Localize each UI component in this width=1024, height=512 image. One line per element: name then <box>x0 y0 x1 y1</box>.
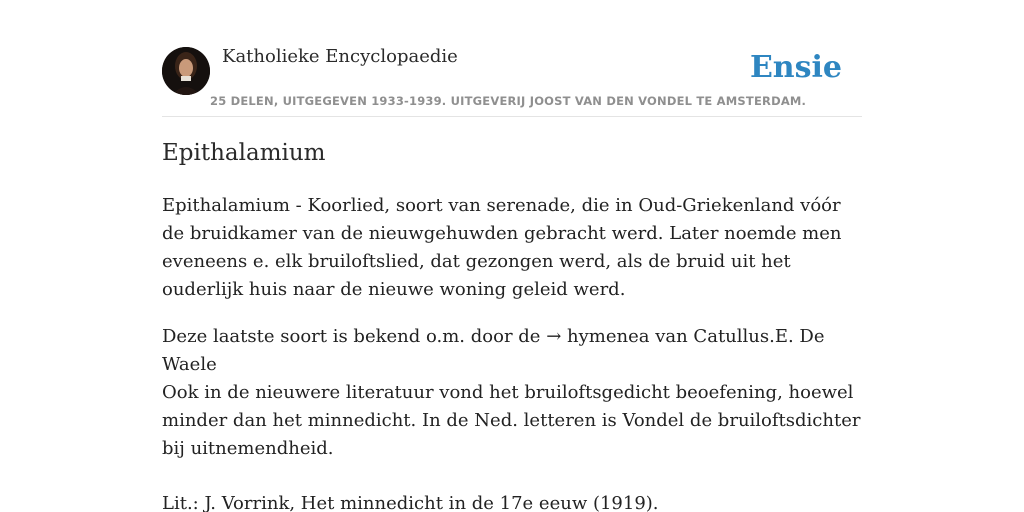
site-title[interactable]: Katholieke Encyclopaedie <box>222 46 458 67</box>
arrow-right-icon: → <box>546 326 562 347</box>
portrait-icon[interactable] <box>162 47 210 95</box>
paragraph-text: Deze laatste soort is bekend o.m. door de <box>162 326 541 347</box>
paragraph-text: van Catullus.E. De Waele <box>162 326 825 375</box>
article-literature: Lit.: J. Vorrink, Het minnedicht in de 17e eeuw (1919). <box>162 493 659 512</box>
hymenea-link[interactable]: hymenea <box>567 326 650 347</box>
brand-logo[interactable]: Ensie <box>749 50 842 85</box>
article-paragraph: Ook in de nieuwere literatuur vond het bruiloftsgedicht beoefening, hoewel minder dan het minnedicht. In de Ned. letteren is Vondel de bruiloftsdichter bij uitnemendheid. <box>162 382 861 459</box>
site-header <box>162 0 862 117</box>
article-paragraph <box>162 323 862 379</box>
page-container <box>162 0 862 512</box>
article-title: Epithalamium <box>162 140 326 166</box>
site-tagline: 25 DELEN, UITGEGEVEN 1933-1939. UITGEVERIJ JOOST VAN DEN VONDEL TE AMSTERDAM. <box>210 94 807 108</box>
article-paragraph: Epithalamium - Koorlied, soort van serenade, die in Oud-Griekenland vóór de bruidkamer van de nieuwgehuwden gebracht werd. Later noemde men eveneens e. elk bruiloftslied, dat gezongen werd, als de bruid uit het ouderlijk huis naar de nieuwe woning geleid werd. <box>162 195 842 300</box>
